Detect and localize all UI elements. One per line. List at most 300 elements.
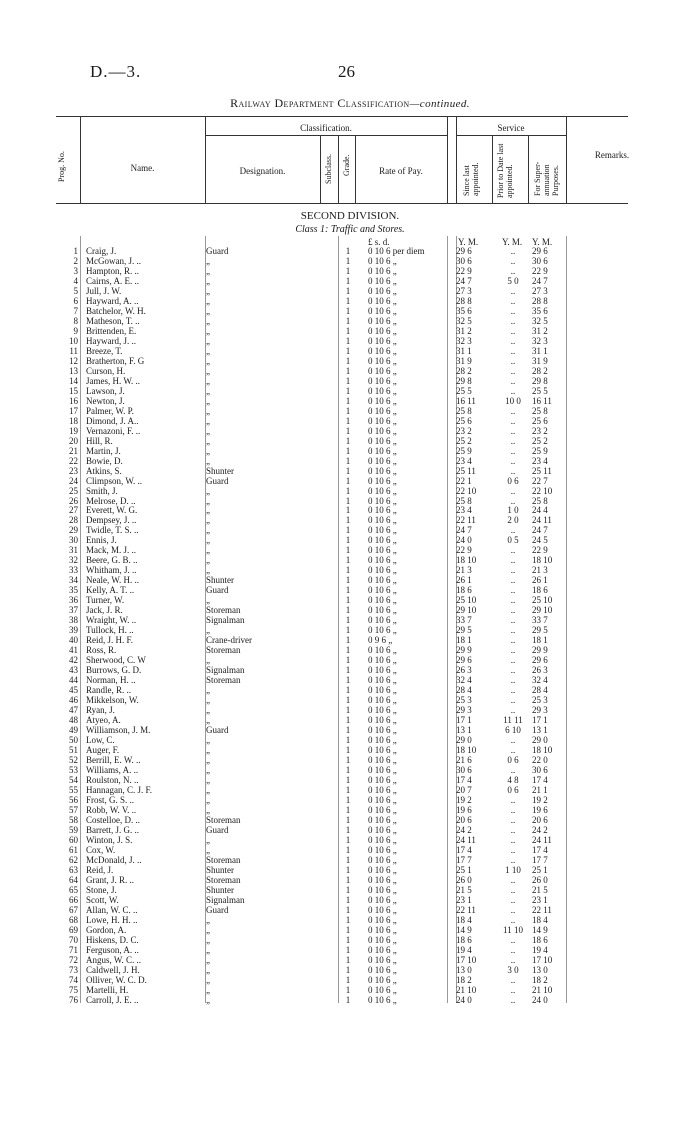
table-row	[0, 447, 700, 457]
since-cell: 33 7	[456, 615, 472, 626]
super-cell: 18 6	[532, 934, 548, 945]
super-cell: 18 1	[532, 635, 548, 646]
rate-cell: 0 10 6 „	[368, 305, 397, 316]
since-cell: 21 10	[456, 984, 477, 995]
designation-cell: „	[206, 325, 210, 336]
since-cell: 29 6	[456, 655, 472, 666]
prog-no-cell: 61	[69, 844, 78, 855]
table-row	[0, 487, 700, 497]
designation-cell: „	[206, 445, 210, 456]
since-cell: 30 6	[456, 764, 472, 775]
grade-cell: 1	[345, 355, 351, 366]
designation-cell: Crane-driver	[206, 635, 252, 646]
prior-cell: ..	[510, 655, 516, 666]
since-cell: 17 4	[456, 774, 472, 785]
document-code: D.—3.	[90, 62, 142, 81]
designation-cell: „	[206, 984, 210, 995]
since-cell: 17 10	[456, 954, 477, 965]
super-cell: 18 10	[532, 555, 553, 566]
since-cell: 21 5	[456, 884, 472, 895]
rate-cell: 0 10 6 „	[368, 824, 397, 835]
rate-cell: 0 10 6 „	[368, 445, 397, 456]
super-cell: 21 3	[532, 565, 548, 576]
super-cell: 21 10	[532, 984, 553, 995]
super-cell: 32 4	[532, 675, 548, 686]
name-cell: Martin, J.	[86, 445, 121, 456]
name-cell: Twidle, T. S. ..	[86, 525, 139, 536]
super-cell: 25 11	[532, 465, 552, 476]
table-row	[0, 876, 700, 886]
since-cell: 35 6	[456, 305, 472, 316]
rate-cell: 0 10 6 „	[368, 285, 397, 296]
name-cell: Bowie, D.	[86, 455, 123, 466]
since-cell: 26 0	[456, 874, 472, 885]
designation-cell: Storeman	[206, 605, 241, 616]
prog-no-cell: 73	[69, 964, 78, 975]
since-units: Y. M.	[458, 237, 479, 247]
prog-no-cell: 9	[73, 325, 78, 336]
designation-cell: „	[206, 255, 210, 266]
name-cell: Hannagan, C. J. F.	[86, 784, 153, 795]
since-cell: 17 7	[456, 854, 472, 865]
subclass-header: Subclass.	[324, 154, 333, 184]
prior-cell: 0 5	[507, 535, 519, 546]
prior-cell: ..	[510, 854, 516, 865]
prior-cell: ..	[510, 874, 516, 885]
prog-no-cell: 51	[69, 745, 78, 755]
grade-cell: 1	[345, 565, 351, 576]
designation-cell: „	[206, 944, 210, 955]
prior-cell: ..	[510, 325, 516, 336]
name-cell: Williamson, J. M.	[86, 725, 151, 736]
since-cell: 31 9	[456, 355, 472, 366]
super-cell: 23 2	[532, 425, 548, 436]
name-cell: Newton, J.	[86, 395, 125, 406]
prior-cell: ..	[510, 705, 516, 716]
title-main: Railway Department Classification	[230, 96, 410, 110]
super-cell: 24 7	[532, 525, 548, 536]
since-cell: 18 4	[456, 914, 472, 925]
prog-no-cell: 12	[69, 355, 78, 366]
name-cell: Bratherton, F. G	[86, 355, 145, 366]
super-cell: 26 1	[532, 575, 548, 586]
grade-cell: 1	[345, 515, 351, 526]
grade-cell: 1	[345, 665, 351, 676]
since-cell: 25 5	[456, 385, 472, 396]
name-cell: Atyeo, A.	[86, 715, 121, 726]
prog-no-cell: 36	[69, 595, 78, 606]
since-cell: 25 8	[456, 405, 472, 416]
designation-cell: „	[206, 435, 210, 446]
designation-cell: „	[206, 715, 210, 726]
since-cell: 20 7	[456, 784, 472, 795]
grade-cell: 1	[345, 675, 351, 686]
since-cell: 27 3	[456, 285, 472, 296]
classification-rule	[205, 135, 447, 136]
since-cell: 19 2	[456, 794, 472, 805]
super-cell: 25 5	[532, 385, 548, 396]
prior-cell: ..	[510, 585, 516, 596]
prog-no-cell: 63	[69, 864, 78, 875]
name-cell: Vernazoni, F. ..	[86, 425, 141, 436]
prog-no-cell: 7	[73, 305, 78, 316]
prog-no-cell: 2	[73, 255, 78, 266]
prior-header: Prior to Date last appointed.	[496, 143, 514, 198]
since-cell: 25 11	[456, 465, 476, 476]
designation-cell: Shunter	[206, 884, 234, 895]
prior-cell: ..	[510, 545, 516, 556]
rate-cell: 0 10 6 „	[368, 325, 397, 336]
rate-cell: 0 10 6 „	[368, 804, 397, 815]
prog-no-cell: 21	[69, 445, 78, 456]
since-cell: 20 6	[456, 814, 472, 825]
prog-no-cell: 59	[69, 824, 78, 835]
grade-cell: 1	[345, 655, 351, 666]
designation-cell: Storeman	[206, 675, 241, 686]
grade-cell: 1	[345, 475, 351, 486]
super-cell: 25 6	[532, 415, 548, 426]
since-cell: 23 4	[456, 455, 472, 466]
rate-cell: 0 10 6 „	[368, 545, 397, 556]
prog-no-cell: 65	[69, 884, 78, 895]
since-cell: 18 2	[456, 974, 472, 985]
rate-cell: 0 10 6 „	[368, 485, 397, 496]
prior-cell: 5 0	[507, 275, 519, 286]
service-header: Service	[497, 123, 525, 133]
prog-no-cell: 1	[73, 246, 78, 256]
prior-cell: ..	[510, 525, 516, 536]
designation-cell: Storeman	[206, 645, 241, 656]
name-cell: Cairns, A. E. ..	[86, 275, 139, 286]
table-row	[0, 467, 700, 477]
table-row	[0, 906, 700, 916]
col-divider	[320, 135, 321, 204]
name-cell: Barrett, J. G. ..	[86, 824, 139, 835]
name-cell: Neale, W. H. ..	[86, 575, 139, 586]
title-continued: —continued.	[409, 98, 470, 110]
super-cell: 29 6	[532, 655, 548, 666]
since-cell: 31 2	[456, 325, 472, 336]
name-cell: Hill, R.	[86, 435, 113, 446]
prior-cell: ..	[510, 984, 516, 995]
name-cell: Gordon, A.	[86, 924, 127, 935]
prog-no-cell: 62	[69, 854, 78, 865]
designation-cell: „	[206, 335, 210, 346]
prior-cell: ..	[510, 635, 516, 646]
prior-cell: ..	[510, 285, 516, 296]
prior-cell: ..	[510, 435, 516, 446]
designation-cell: „	[206, 804, 210, 815]
designation-cell: „	[206, 265, 210, 276]
class-heading: Class 1: Traffic and Stores.	[295, 224, 405, 235]
designation-cell: „	[206, 844, 210, 855]
rate-cell: 0 10 6 „	[368, 565, 397, 576]
prior-cell: ..	[510, 565, 516, 576]
prior-cell: ..	[510, 944, 516, 955]
since-cell: 29 9	[456, 645, 472, 656]
since-cell: 25 8	[456, 495, 472, 506]
prior-cell: ..	[510, 645, 516, 656]
name-cell: Randle, R. ..	[86, 685, 131, 696]
prog-no-cell: 25	[69, 485, 78, 496]
super-cell: 32 5	[532, 315, 548, 326]
page-title	[0, 96, 700, 111]
prog-no-cell: 45	[69, 685, 78, 696]
prior-cell: ..	[510, 465, 516, 476]
prog-no-cell: 60	[69, 834, 78, 845]
prog-no-cell: 44	[69, 675, 78, 686]
since-cell: 16 11	[456, 395, 476, 406]
prog-no-cell: 17	[69, 405, 78, 416]
table-row	[0, 896, 700, 906]
name-cell: Jack, J. R.	[86, 605, 123, 616]
designation-cell: „	[206, 784, 210, 795]
table-row	[0, 856, 700, 866]
name-cell: Hiskens, D. C.	[86, 934, 139, 945]
prior-cell: ..	[510, 954, 516, 965]
rate-cell: 0 10 6 „	[368, 974, 397, 985]
prog-no-cell: 47	[69, 705, 78, 716]
prog-no-cell: 33	[69, 565, 78, 576]
prog-no-cell: 3	[73, 265, 78, 276]
rate-cell: 0 10 6 „	[368, 954, 397, 965]
name-cell: Burrows, G. D.	[86, 665, 142, 676]
prior-cell: ..	[510, 315, 516, 326]
designation-cell: Signalman	[206, 665, 245, 676]
grade-cell: 1	[345, 994, 351, 1005]
super-cell: 20 6	[532, 814, 548, 825]
rate-cell: 0 10 6 „	[368, 625, 397, 636]
prog-no-cell: 29	[69, 525, 78, 536]
super-cell: 23 1	[532, 894, 548, 905]
prog-no-cell: 74	[69, 974, 78, 985]
rate-cell: 0 10 6 „	[368, 435, 397, 446]
prog-no-cell: 55	[69, 784, 78, 795]
designation-cell: „	[206, 495, 210, 506]
name-cell: Scott, W.	[86, 894, 119, 905]
prog-no-cell: 32	[69, 555, 78, 566]
rate-cell: 0 10 6 „	[368, 934, 397, 945]
prior-cell: ..	[510, 265, 516, 276]
prior-cell: 1 10	[505, 864, 521, 875]
prog-no-cell: 20	[69, 435, 78, 446]
name-header: Name.	[130, 163, 155, 173]
super-cell: 17 10	[532, 954, 553, 965]
rate-cell: 0 10 6 „	[368, 884, 397, 895]
rate-cell: 0 10 6 „	[368, 385, 397, 396]
rate-cell: 0 10 6 „	[368, 924, 397, 935]
prog-no-cell: 71	[69, 944, 78, 955]
super-cell: 17 1	[532, 715, 548, 726]
since-cell: 28 4	[456, 685, 472, 696]
since-cell: 26 1	[456, 575, 472, 586]
prog-no-cell: 19	[69, 425, 78, 436]
super-cell: 25 9	[532, 445, 548, 456]
name-cell: Angus, W. C. ..	[86, 954, 142, 965]
prior-cell: 1 0	[507, 505, 519, 516]
prog-no-cell: 23	[69, 465, 78, 476]
super-cell: 29 5	[532, 625, 548, 636]
rate-cell: 0 10 6 „	[368, 555, 397, 566]
since-cell: 25 1	[456, 864, 472, 875]
grade-cell: 1	[345, 365, 351, 376]
rate-cell: 0 10 6 „	[368, 405, 397, 416]
prog-no-cell: 30	[69, 535, 78, 546]
rate-cell: 0 10 6 „	[368, 475, 397, 486]
prior-cell: ..	[510, 625, 516, 636]
since-cell: 13 0	[456, 964, 472, 975]
super-units: Y. M.	[532, 237, 553, 247]
super-cell: 22 10	[532, 485, 553, 496]
since-cell: 18 10	[456, 555, 477, 566]
super-cell: 29 9	[532, 645, 548, 656]
designation-cell: „	[206, 625, 210, 636]
prog-no-cell: 8	[73, 315, 78, 326]
name-cell: Ryan, J.	[86, 705, 115, 716]
grade-cell: 1	[345, 505, 351, 516]
prog-no-cell: 18	[69, 415, 78, 426]
prior-cell: ..	[510, 695, 516, 706]
since-cell: 29 0	[456, 735, 472, 746]
rate-cell: 0 10 6 „	[368, 754, 397, 765]
grade-cell: 1	[345, 804, 351, 815]
prior-cell: 6 10	[505, 725, 521, 736]
since-cell: 29 10	[456, 605, 477, 616]
name-cell: Kelly, A. T. ..	[86, 585, 135, 596]
designation-cell: „	[206, 954, 210, 965]
prior-cell: ..	[510, 445, 516, 456]
since-cell: 21 6	[456, 754, 472, 765]
rate-cell: 0 10 6 „	[368, 365, 397, 376]
prior-cell: ..	[510, 814, 516, 825]
since-cell: 24 7	[456, 525, 472, 536]
super-cell: 35 6	[532, 305, 548, 316]
designation-cell: „	[206, 305, 210, 316]
rate-cell: 0 10 6 „	[368, 814, 397, 825]
rate-cell: 0 10 6 „	[368, 914, 397, 925]
prior-cell: ..	[510, 914, 516, 925]
super-cell: 28 4	[532, 685, 548, 696]
designation-cell: „	[206, 345, 210, 356]
grade-cell: 1	[345, 375, 351, 386]
designation-cell: Guard	[206, 904, 229, 915]
super-cell: 13 1	[532, 725, 548, 736]
super-cell: 25 1	[532, 864, 548, 875]
table-row	[0, 866, 700, 876]
grade-cell: 1	[345, 345, 351, 356]
designation-cell: „	[206, 794, 210, 805]
name-cell: Costelloe, D. ..	[86, 814, 140, 825]
designation-header: Designation.	[239, 166, 286, 176]
since-header: Since last appointed.	[462, 162, 480, 196]
rate-cell: 0 10 6 „	[368, 745, 397, 755]
rate-cell: 0 10 6 „	[368, 455, 397, 466]
prior-cell: ..	[510, 575, 516, 586]
designation-cell: „	[206, 395, 210, 406]
since-cell: 32 5	[456, 315, 472, 326]
designation-cell: Storeman	[206, 814, 241, 825]
prog-no-cell: 28	[69, 515, 78, 526]
designation-cell: Guard	[206, 725, 229, 736]
grade-cell: 1	[345, 246, 351, 256]
table-row	[0, 377, 700, 387]
name-cell: Williams, A. ..	[86, 764, 139, 775]
prior-cell: 10 0	[505, 395, 521, 406]
name-cell: Ferguson, A. ..	[86, 944, 139, 955]
designation-cell: „	[206, 994, 210, 1005]
table-row	[0, 397, 700, 407]
name-cell: Breeze, T.	[86, 345, 123, 356]
table-row	[0, 477, 700, 487]
name-cell: Whitham, J. ..	[86, 565, 137, 576]
designation-cell: „	[206, 375, 210, 386]
prior-cell: ..	[510, 555, 516, 566]
prog-no-cell: 66	[69, 894, 78, 905]
prior-cell: ..	[510, 904, 516, 915]
designation-cell: „	[206, 974, 210, 985]
name-cell: Carroll, J. E. ..	[86, 994, 139, 1005]
since-cell: 14 9	[456, 924, 472, 935]
since-cell: 29 5	[456, 625, 472, 636]
name-cell: Low, C.	[86, 735, 115, 746]
super-cell: 28 8	[532, 295, 548, 306]
since-cell: 32 3	[456, 335, 472, 346]
super-cell: 30 6	[532, 255, 548, 266]
super-cell: 24 11	[532, 515, 552, 526]
prior-cell: 2 0	[507, 515, 519, 526]
since-cell: 18 6	[456, 585, 472, 596]
rate-header: Rate of Pay.	[379, 166, 423, 176]
rate-cell: 0 10 6 „	[368, 335, 397, 346]
super-cell: 25 3	[532, 695, 548, 706]
prog-no-cell: 14	[69, 375, 78, 386]
rate-cell: 0 10 6 „	[368, 665, 397, 676]
designation-cell: „	[206, 555, 210, 566]
super-cell: 29 3	[532, 705, 548, 716]
grade-header: Grade.	[342, 154, 351, 176]
since-cell: 17 1	[456, 715, 472, 726]
prog-no-cell: 10	[69, 335, 78, 346]
prog-no-cell: 6	[73, 295, 78, 306]
designation-cell: „	[206, 405, 210, 416]
grade-cell: 1	[345, 685, 351, 696]
name-cell: Brittenden, E.	[86, 325, 137, 336]
rate-cell: 0 10 6 „	[368, 685, 397, 696]
prog-no-cell: 35	[69, 585, 78, 596]
designation-cell: „	[206, 914, 210, 925]
super-cell: 28 2	[532, 365, 548, 376]
super-cell: 25 2	[532, 435, 548, 446]
rate-cell: 0 10 6 „	[368, 715, 397, 726]
grade-cell: 1	[345, 615, 351, 626]
name-cell: Atkins, S.	[86, 465, 122, 476]
super-cell: 29 6	[532, 246, 548, 256]
super-cell: 17 4	[532, 844, 548, 855]
col-divider	[80, 116, 81, 204]
rate-cell: 0 10 6 „	[368, 495, 397, 506]
prior-cell: ..	[510, 745, 516, 755]
name-cell: Climpson, W. ..	[86, 475, 143, 486]
grade-cell: 1	[345, 625, 351, 636]
since-cell: 24 0	[456, 535, 472, 546]
rate-cell: 0 10 6 „	[368, 854, 397, 865]
since-cell: 29 6	[456, 246, 472, 256]
prog-no-cell: 22	[69, 455, 78, 466]
grade-cell: 1	[345, 824, 351, 835]
super-cell: 19 6	[532, 804, 548, 815]
since-cell: 25 6	[456, 415, 472, 426]
designation-cell: Shunter	[206, 864, 234, 875]
